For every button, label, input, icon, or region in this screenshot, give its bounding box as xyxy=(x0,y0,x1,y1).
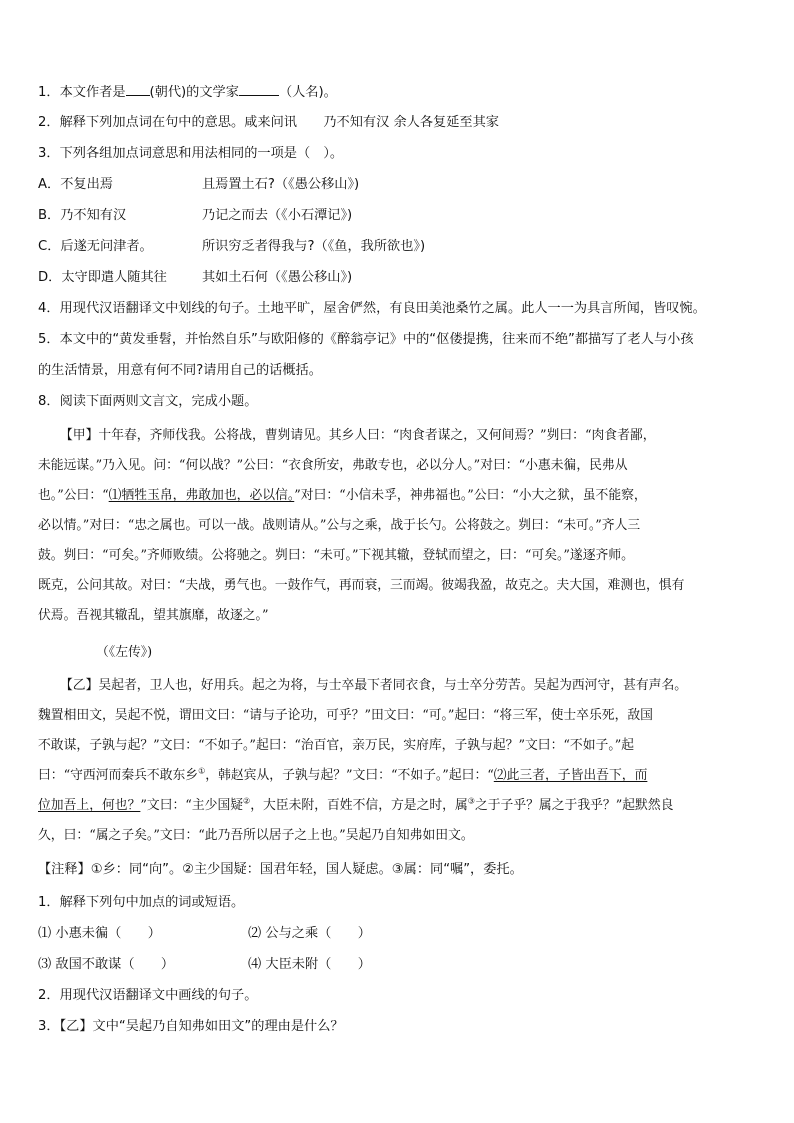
question-4: 4．用现代汉语翻译文中划线的句子。土地平旷，屋舍俨然，有良田美池桑竹之属。此人一一为具言所闻，皆叹惋。 xyxy=(38,301,706,316)
passage-yi-line-3: 不敢谋，子孰与起？”文曰：“不如子。”起曰：“治百官，亲万民，实府库，子孰与起？”文曰：“不如子。”起 xyxy=(38,738,635,753)
passage-jia-line-4: 必以情。”对曰：“忠之属也。可以一战。战则请从。”公与之乘，战于长勺。公将鼓之。刿曰：“未可。”齐人三 xyxy=(38,518,641,533)
underlined-sentence-2b: 位加吾上，何也？ xyxy=(38,798,141,813)
answer-blank-author[interactable] xyxy=(239,82,279,96)
passage-jia-line-7: 伏焉。吾视其辙乱，望其旗靡，故逐之。” xyxy=(38,608,269,623)
passage-jia-line-5: 鼓。刿曰：“可矣。”齐师败绩。公将驰之。刿曰：“未可。”下视其辙，登轼而望之，曰：“可矣。”遂逐齐师。 xyxy=(38,548,634,563)
question-2: 2．解释下列加点词在句中的意思。咸来问讯 乃不知有汉 余人各复延至其家 xyxy=(38,115,499,130)
question-5-line-2: 的生活情景，用意有何不同?请用自己的话概括。 xyxy=(38,363,322,378)
option-b: B．乃不知有汉 乃记之而去（《小石潭记》) xyxy=(38,208,353,223)
question-3: 3．下列各组加点词意思和用法相同的一项是（ ）。 xyxy=(38,146,344,161)
sub-question-3: 3．【乙】文中“吴起乃自知弗如田文”的理由是什么？ xyxy=(38,1019,344,1034)
annotation-note: 【注释】①乡：同“向”。②主少国疑：国君年轻，国人疑虑。③属：同“嘱”，委托。 xyxy=(38,862,523,877)
answer-blank-dynasty[interactable] xyxy=(126,82,150,96)
passage-jia-line-2: 未能远谋。”乃入见。问：“何以战？”公曰：“衣食所安，弗敢专也，必以分人。”对曰：“小惠未徧，民弗从 xyxy=(38,458,628,473)
passage-yi-line-2: 魏置相田文，吴起不悦，谓田文曰：“请与子论功，可乎？”田文曰：“可。”起曰：“将三军，使士卒乐死，敌国 xyxy=(38,708,653,723)
sub-question-1-row-1: ⑴ 小惠未徧（ ） ⑵ 公与之乘（ ） xyxy=(38,926,371,941)
passage-yi-line-1: 【乙】吴起者，卫人也，好用兵。起之为将，与士卒最下者同衣食，与士卒分劳苦。吴起为西河守，甚有声名。 xyxy=(60,678,688,693)
passage-jia-line-3: 也。”公曰：“⑴牺牲玉帛，弗敢加也，必以信。”对曰：“小信未孚，神弗福也。”公曰：“小大之狱，虽不能察， xyxy=(38,488,647,503)
option-d: D．太守即遣人随其往 其如土石何（《愚公移山》) xyxy=(38,270,353,285)
sub-question-1-row-2: ⑶ 敌国不敢谋（ ） ⑷ 大臣未附（ ） xyxy=(38,957,371,972)
footnote-marker-1: ① xyxy=(198,766,206,776)
footnote-marker-3: ③ xyxy=(467,796,475,806)
question-5-line-1: 5．本文中的“黄发垂髫，并怡然自乐”与欧阳修的《醉翁亭记》中的“伛偻提携，往来而不绝”都描写了老人与小孩 xyxy=(38,332,694,347)
sub-question-1: 1．解释下列句中加点的词或短语。 xyxy=(38,895,245,910)
passage-yi-line-4: 曰：“守西河而秦兵不敢东乡①，韩赵宾从，子孰与起？”文曰：“不如子。”起曰：“⑵此三者，子皆出吾下，而 xyxy=(38,766,648,783)
passage-jia-line-1: 【甲】十年春，齐师伐我。公将战，曹刿请见。其乡人曰：“肉食者谋之，又何间焉？”刿曰：“肉食者鄙， xyxy=(60,428,656,443)
footnote-marker-2: ② xyxy=(243,796,251,806)
passage-jia-line-6: 既克，公问其故。对曰：“夫战，勇气也。一鼓作气，再而衰，三而竭。彼竭我盈，故克之。夫大国，难测也，惧有 xyxy=(38,578,685,593)
passage-yi-line-5: 位加吾上，何也？”文曰：“主少国疑②，大臣未附，百姓不信，方是之时，属③之于子乎？属之于我乎？”起默然良 xyxy=(38,796,674,813)
option-c: C．后遂无问津者。 所识穷乏者得我与?（《鱼，我所欲也》) xyxy=(38,239,426,254)
sub-question-2: 2．用现代汉语翻译文中画线的句子。 xyxy=(38,988,258,1003)
option-a: A．不复出焉 且焉置土石?（《愚公移山》) xyxy=(38,177,360,192)
passage-jia-source: （《左传》) xyxy=(96,645,153,660)
question-1: 1．本文作者是 (朝代)的文学家 （人名)。 xyxy=(38,82,768,103)
question-8: 8．阅读下面两则文言文，完成小题。 xyxy=(38,394,258,409)
underlined-sentence-1: ⑴牺牲玉帛，弗敢加也，必以信。 xyxy=(108,488,295,503)
passage-yi-line-6: 久，曰：“属之子矣。”文曰：“此乃吾所以居子之上也。”吴起乃自知弗如田文。 xyxy=(38,828,474,843)
underlined-sentence-2a: ⑵此三者，子皆出吾下，而 xyxy=(493,768,648,783)
